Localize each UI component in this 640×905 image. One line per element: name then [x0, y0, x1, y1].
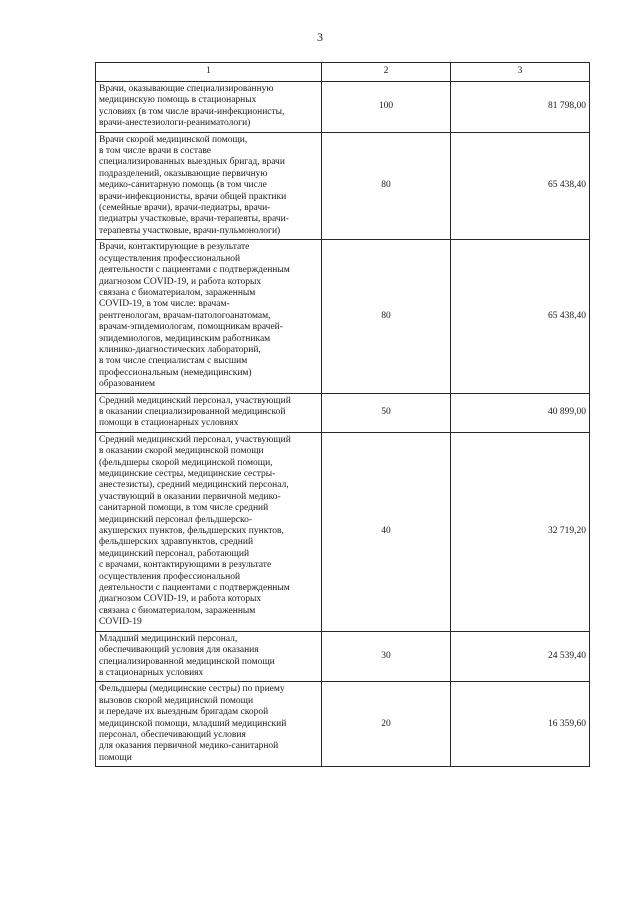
percent-cell: 40 — [322, 432, 451, 631]
category-line: медицинскую помощь в стационарных — [99, 95, 257, 106]
category-line: медицинский персонал, работающий — [99, 548, 250, 559]
category-line: эпидемиологов, медицинским работникам — [99, 333, 271, 344]
category-line: условиях (в том числе врачи-инфекционисты, — [99, 106, 285, 117]
category-line: для оказания первичной медико-санитарной — [99, 741, 279, 752]
category-cell — [96, 82, 322, 133]
amount-cell: 16 359,60 — [451, 682, 590, 767]
amount-cell: 32 719,20 — [451, 432, 590, 631]
category-line: в оказании специализированной медицинской — [99, 406, 286, 417]
amount-cell: 65 438,40 — [451, 240, 590, 393]
header-col-3: 3 — [451, 63, 590, 82]
percent-cell: 80 — [322, 132, 451, 240]
category-line: анестезисты), средний медицинский персонал, — [99, 480, 289, 491]
category-line: Врачи скорой медицинской помощи, — [99, 134, 248, 145]
table-row — [96, 631, 590, 682]
category-cell — [96, 682, 322, 767]
category-line: помощи — [99, 752, 132, 763]
percent-cell: 100 — [322, 82, 451, 133]
category-line: COVID-19 — [99, 617, 142, 628]
page-number: 3 — [317, 30, 323, 44]
category-line: медико-санитарную помощь (в том числе — [99, 180, 267, 191]
category-line: персонал, обеспечивающий условия — [99, 729, 246, 740]
category-line: вызовов скорой медицинской помощи — [99, 695, 254, 706]
table-row — [96, 432, 590, 631]
category-line: рентгенологам, врачам-патологоанатомам, — [99, 310, 271, 321]
category-line: в том числе специалистам с высшим — [99, 356, 248, 367]
category-line: медицинский персонал фельдшерско- — [99, 514, 252, 525]
category-line: Младший медицинский персонал, — [99, 633, 238, 644]
category-line: (семейные врачи), врачи-педиатры, врачи- — [99, 203, 271, 214]
table-row — [96, 393, 590, 432]
category-line: специализированной медицинской помощи — [99, 656, 275, 667]
category-line: помощи в стационарных условиях — [99, 418, 239, 429]
category-line: подразделений, оказывающие первичную — [99, 168, 268, 179]
category-cell — [96, 240, 322, 393]
category-line: Средний медицинский персонал, участвующий — [99, 434, 291, 445]
category-line: педиатры участковые, врачи-терапевты, врачи- — [99, 214, 289, 225]
category-line: связана с биоматериалом, зараженным — [99, 287, 256, 298]
category-line: специализированных выездных бригад, врачи — [99, 157, 285, 168]
table-row — [96, 240, 590, 393]
category-line: диагнозом COVID-19, и работа которых — [99, 594, 262, 605]
amount-cell: 24 539,40 — [451, 631, 590, 682]
table-header-row — [96, 63, 590, 82]
amount-cell: 40 899,00 — [451, 393, 590, 432]
payments-table — [95, 62, 590, 767]
percent-cell: 20 — [322, 682, 451, 767]
amount-cell: 65 438,40 — [451, 132, 590, 240]
category-cell — [96, 393, 322, 432]
table-row — [96, 82, 590, 133]
category-cell — [96, 132, 322, 240]
category-line: обеспечивающий условия для оказания — [99, 645, 259, 656]
category-line: Фельдшеры (медицинские сестры) по приему — [99, 684, 285, 695]
category-line: с врачами, контактирующими в результате — [99, 560, 272, 571]
table-row — [96, 682, 590, 767]
category-line: осуществления профессиональной — [99, 571, 241, 582]
header-col-1: 1 — [96, 63, 322, 82]
category-line: Врачи, контактирующие в результате — [99, 242, 250, 253]
category-line: в стационарных условиях — [99, 667, 204, 678]
category-line: связана с биоматериалом, зараженным — [99, 605, 256, 616]
category-cell — [96, 432, 322, 631]
category-line: акушерских пунктов, фельдшерских пунктов, — [99, 526, 284, 537]
category-line: медицинские сестры, медицинские сестры- — [99, 469, 276, 479]
category-line: профессиональным (немедицинским) — [99, 367, 252, 378]
category-line: Врачи, оказывающие специализированную — [99, 84, 274, 94]
category-line: врачи-анестезиологи-реаниматологи) — [99, 118, 251, 129]
category-line: врачи-инфекционисты, врачи общей практики — [99, 191, 287, 202]
category-line: клинико-диагностических лабораторий, — [99, 344, 261, 355]
category-line: фельдшерских здравпунктов, средний — [99, 537, 254, 548]
category-line: врачам-эпидемиологам, помощникам врачей- — [99, 322, 283, 333]
category-line: в оказании скорой медицинской помощи — [99, 446, 264, 457]
header-col-2: 2 — [322, 63, 451, 82]
category-line: деятельности с пациентами с подтвержденным — [99, 583, 290, 594]
category-line: терапевты участковые, врачи-пульмонологи) — [99, 225, 281, 236]
category-cell — [96, 631, 322, 682]
category-line: деятельности с пациентами с подтвержденным — [99, 265, 290, 276]
percent-cell: 30 — [322, 631, 451, 682]
table-row — [96, 132, 590, 240]
percent-cell: 50 — [322, 393, 451, 432]
category-line: в том числе врачи в составе — [99, 146, 211, 157]
table-body — [96, 82, 590, 767]
category-line: образованием — [99, 379, 155, 390]
percent-cell: 80 — [322, 240, 451, 393]
amount-cell: 81 798,00 — [451, 82, 590, 133]
category-line: диагнозом COVID-19, и работа которых — [99, 276, 262, 287]
category-line: (фельдшеры скорой медицинской помощи, — [99, 457, 273, 468]
category-line: участвующий в оказании первичной медико- — [99, 491, 281, 502]
category-line: медицинской помощи, младший медицинский — [99, 718, 287, 729]
category-line: санитарной помощи, в том числе средний — [99, 503, 269, 514]
category-line: COVID-19, в том числе: врачам- — [99, 299, 230, 310]
category-line: осуществления профессиональной — [99, 253, 241, 264]
category-line: Средний медицинский персонал, участвующий — [99, 395, 291, 406]
category-line: и передаче их выездным бригадам скорой — [99, 707, 269, 718]
